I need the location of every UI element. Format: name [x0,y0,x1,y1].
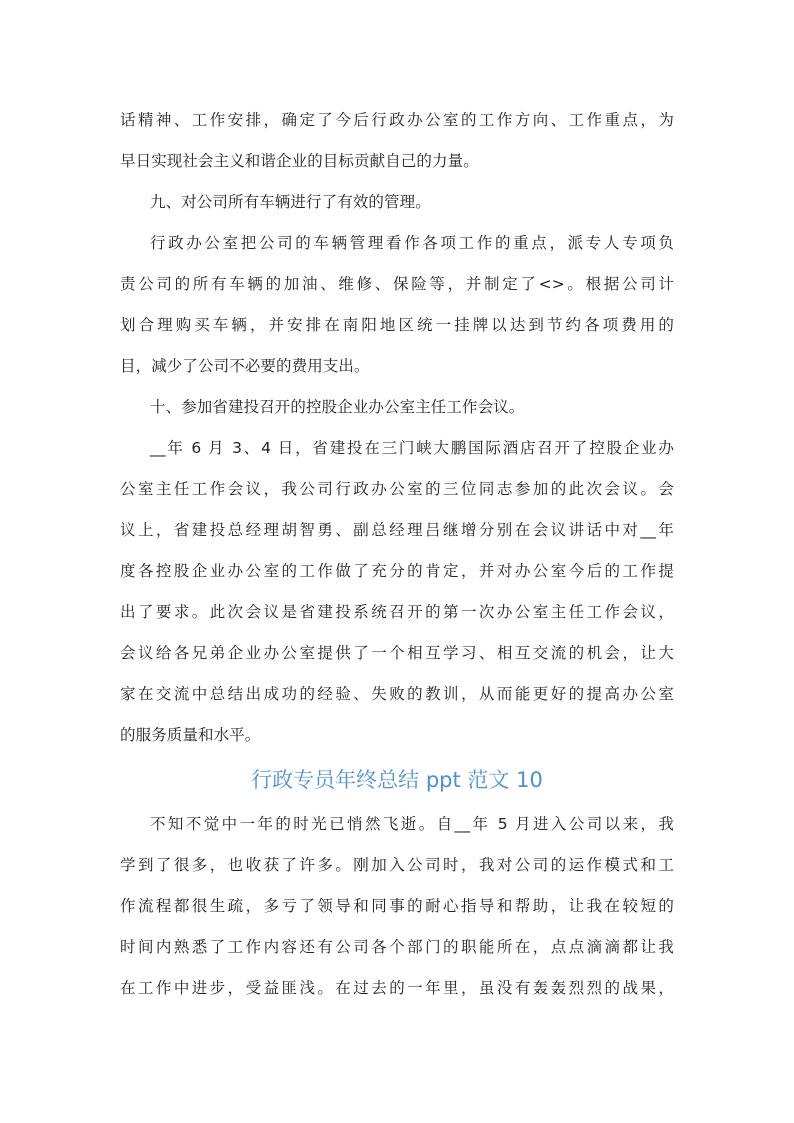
document-body [120,100,674,1009]
paragraph-line: 早日实现社会主义和谐企业的目标贡献自己的力量。 [120,152,479,170]
section-heading-nine: 九、对公司所有车辆进行了有效的管理。 [150,193,431,211]
article-title: 行政专员年终总结 ppt 范文 10 [251,768,543,792]
paragraph-line: 度各控股企业办公室的工作做了充分的肯定，并对办公室今后的工作提 [120,562,674,580]
paragraph-line: 的服务质量和水平。 [120,726,261,744]
paragraph-line: 会议给各兄弟企业办公室提供了一个相互学习、相互交流的机会，让大 [120,644,674,662]
section-heading-ten: 十、参加省建投召开的控股企业办公室主任工作会议。 [150,398,525,416]
paragraph-line: 出了要求。此次会议是省建投系统召开的第一次办公室主任工作会议， [120,603,674,621]
paragraph-line: 不知不觉中一年的时光已悄然飞逝。自__年 5 月进入公司以来，我 [150,815,674,833]
paragraph-line: 学到了很多，也收获了许多。刚加入公司时，我对公司的运作模式和工 [120,856,674,874]
paragraph-line: 目，减少了公司不必要的费用支出。 [120,357,370,375]
paragraph-line: 作流程都很生疏，多亏了领导和同事的耐心指导和帮助，让我在较短的 [120,897,674,915]
paragraph-line: __年 6 月 3、4 日，省建投在三门峡大鹏国际酒店召开了控股企业办 [150,439,674,457]
paragraph-line: 划合理购买车辆，并安排在南阳地区统一挂牌以达到节约各项费用的 [120,316,674,334]
paragraph-line: 时间内熟悉了工作内容还有公司各个部门的职能所在，点点滴滴都让我 [120,938,674,956]
paragraph-line: 在工作中进步，受益匪浅。在过去的一年里，虽没有轰轰烈烈的战果， [120,979,674,997]
paragraph-line: 家在交流中总结出成功的经验、失败的教训，从而能更好的提高办公室 [120,685,674,703]
paragraph-line: 议上，省建投总经理胡智勇、副总经理吕继增分别在会议讲话中对__年 [120,521,674,539]
paragraph-line: 责公司的所有车辆的加油、维修、保险等，并制定了<>。根据公司计 [120,275,674,293]
paragraph-line: 公室主任工作会议，我公司行政办公室的三位同志参加的此次会议。会 [120,480,674,498]
paragraph-line: 话精神、工作安排，确定了今后行政办公室的工作方向、工作重点，为 [120,111,674,129]
paragraph-line: 行政办公室把公司的车辆管理看作各项工作的重点，派专人专项负 [150,234,674,252]
